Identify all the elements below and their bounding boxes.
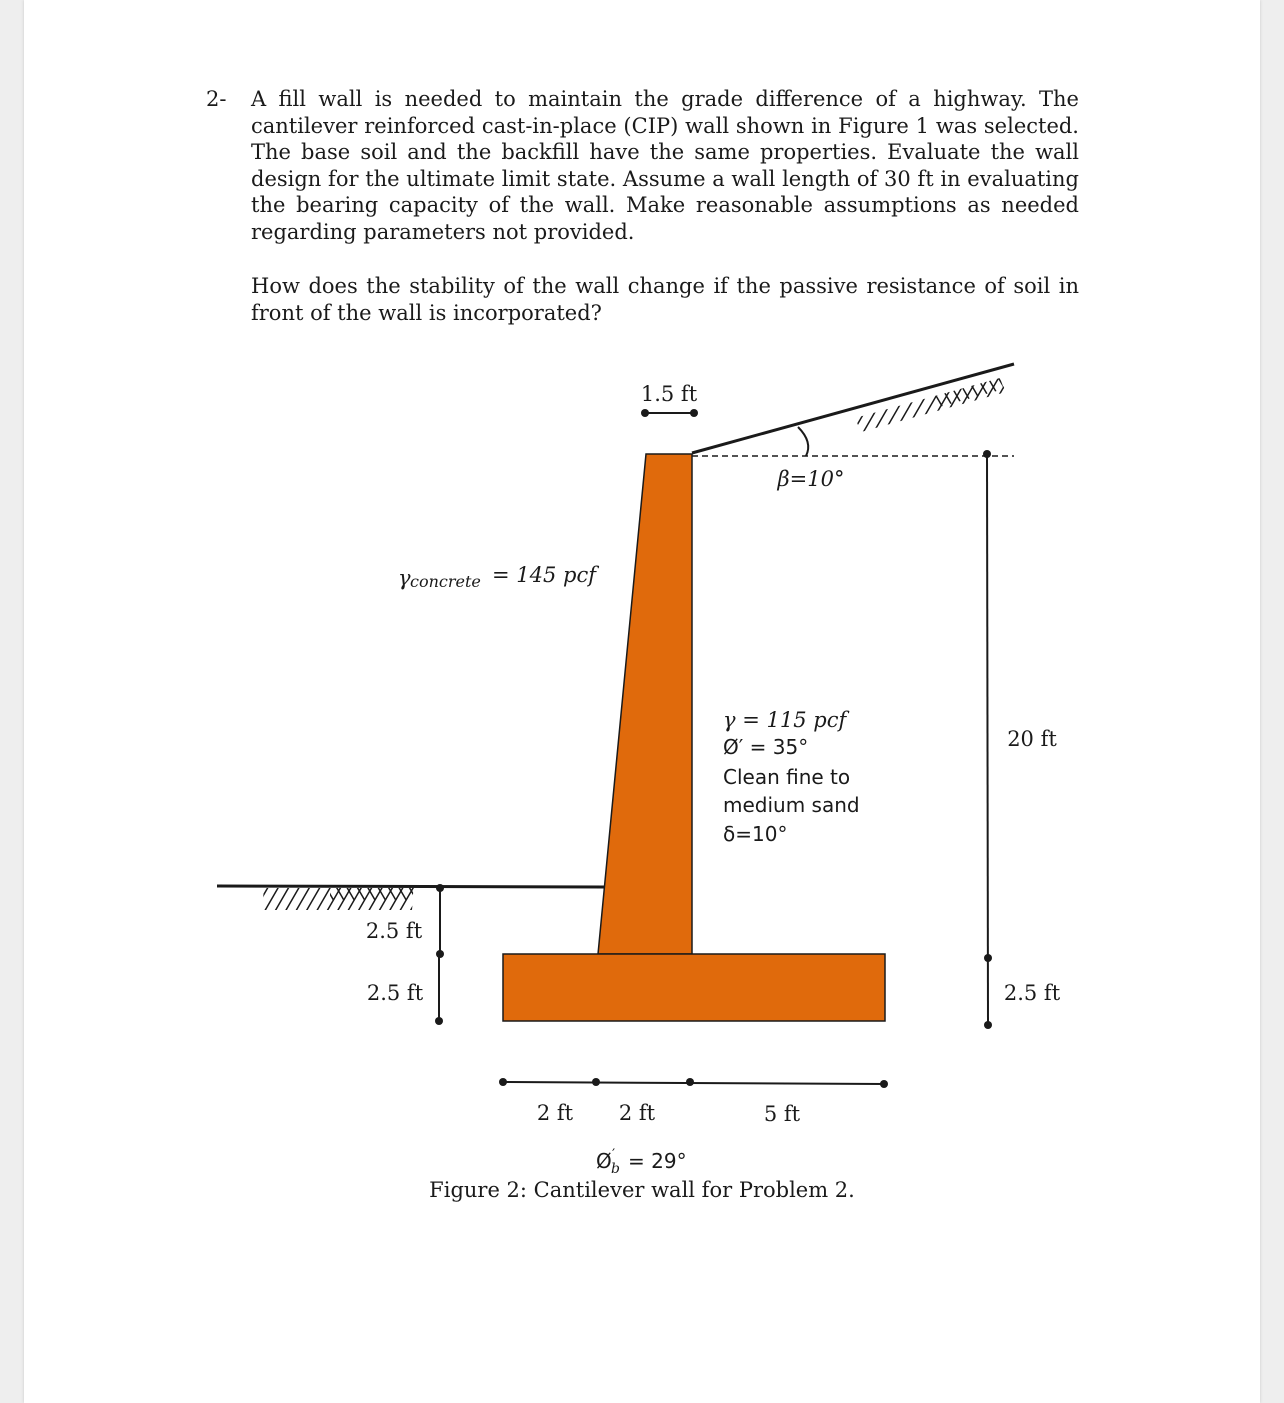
right-base-thickness-label: 2.5 ft: [1003, 981, 1061, 1005]
gamma-concrete-symbol: γ: [398, 566, 411, 590]
wall-base-slab: [503, 954, 885, 1021]
stem-base-width-label: 2 ft: [618, 1101, 656, 1125]
soil-delta: δ=10°: [723, 822, 788, 846]
base-friction-angle: [596, 1147, 687, 1177]
heel-width-label: 5 ft: [763, 1102, 801, 1126]
soil-unit-weight: γ = 115 pcf: [723, 708, 847, 732]
problem-number: 2-: [206, 87, 227, 111]
top-width-dimension: [641, 382, 698, 417]
left-upper-depth-label: 2.5 ft: [365, 919, 423, 943]
gamma-concrete-subscript: concrete: [410, 572, 481, 591]
problem-statement: A fill wall is needed to maintain the grade difference of a highway. The cantilever reinforced cast-in-place (CIP) wall shown in Figure 1 was selected. The base soil and the backfill have the same properties. Evaluate the wall design for the ultimate limit state. Assume a wall length of 30 ft in evaluating the bearing capacity of the wall. Make reasonable assumptions as needed regarding parameters not provided.: [251, 87, 1079, 244]
top-width-label: 1.5 ft: [640, 382, 698, 406]
right-height-dimension: [983, 450, 1061, 1029]
soil-description-line2: medium sand: [723, 793, 860, 817]
wall-stem: [598, 454, 692, 954]
front-ground-hatch-cross: [330, 888, 414, 900]
phi-b-prime: ′: [612, 1147, 616, 1163]
soil-properties: [723, 708, 860, 846]
wall-height-label: 20 ft: [1007, 727, 1057, 751]
soil-friction-angle: Ø′ = 35°: [723, 735, 809, 759]
front-ground: [217, 886, 604, 910]
toe-width-label: 2 ft: [536, 1101, 574, 1125]
backfill-slope: [692, 364, 1014, 491]
problem-question: How does the stability of the wall change if the passive resistance of soil in front of the wall is incorporated?: [251, 274, 1079, 325]
phi-b-symbol: Ø: [596, 1149, 612, 1173]
concrete-unit-weight: [398, 563, 599, 591]
gamma-concrete-value: = 145 pcf: [492, 563, 597, 587]
left-lower-depth-label: 2.5 ft: [366, 981, 424, 1005]
soil-description-line1: Clean fine to: [723, 765, 851, 789]
phi-b-value: = 29°: [628, 1149, 687, 1173]
phi-b-subscript: b: [611, 1161, 620, 1177]
bottom-width-dimension: [499, 1078, 888, 1126]
beta-label: β=10°: [777, 467, 845, 491]
figure-caption: Figure 2: Cantilever wall for Problem 2.: [429, 1178, 855, 1202]
beta-angle-arc: [798, 427, 808, 456]
